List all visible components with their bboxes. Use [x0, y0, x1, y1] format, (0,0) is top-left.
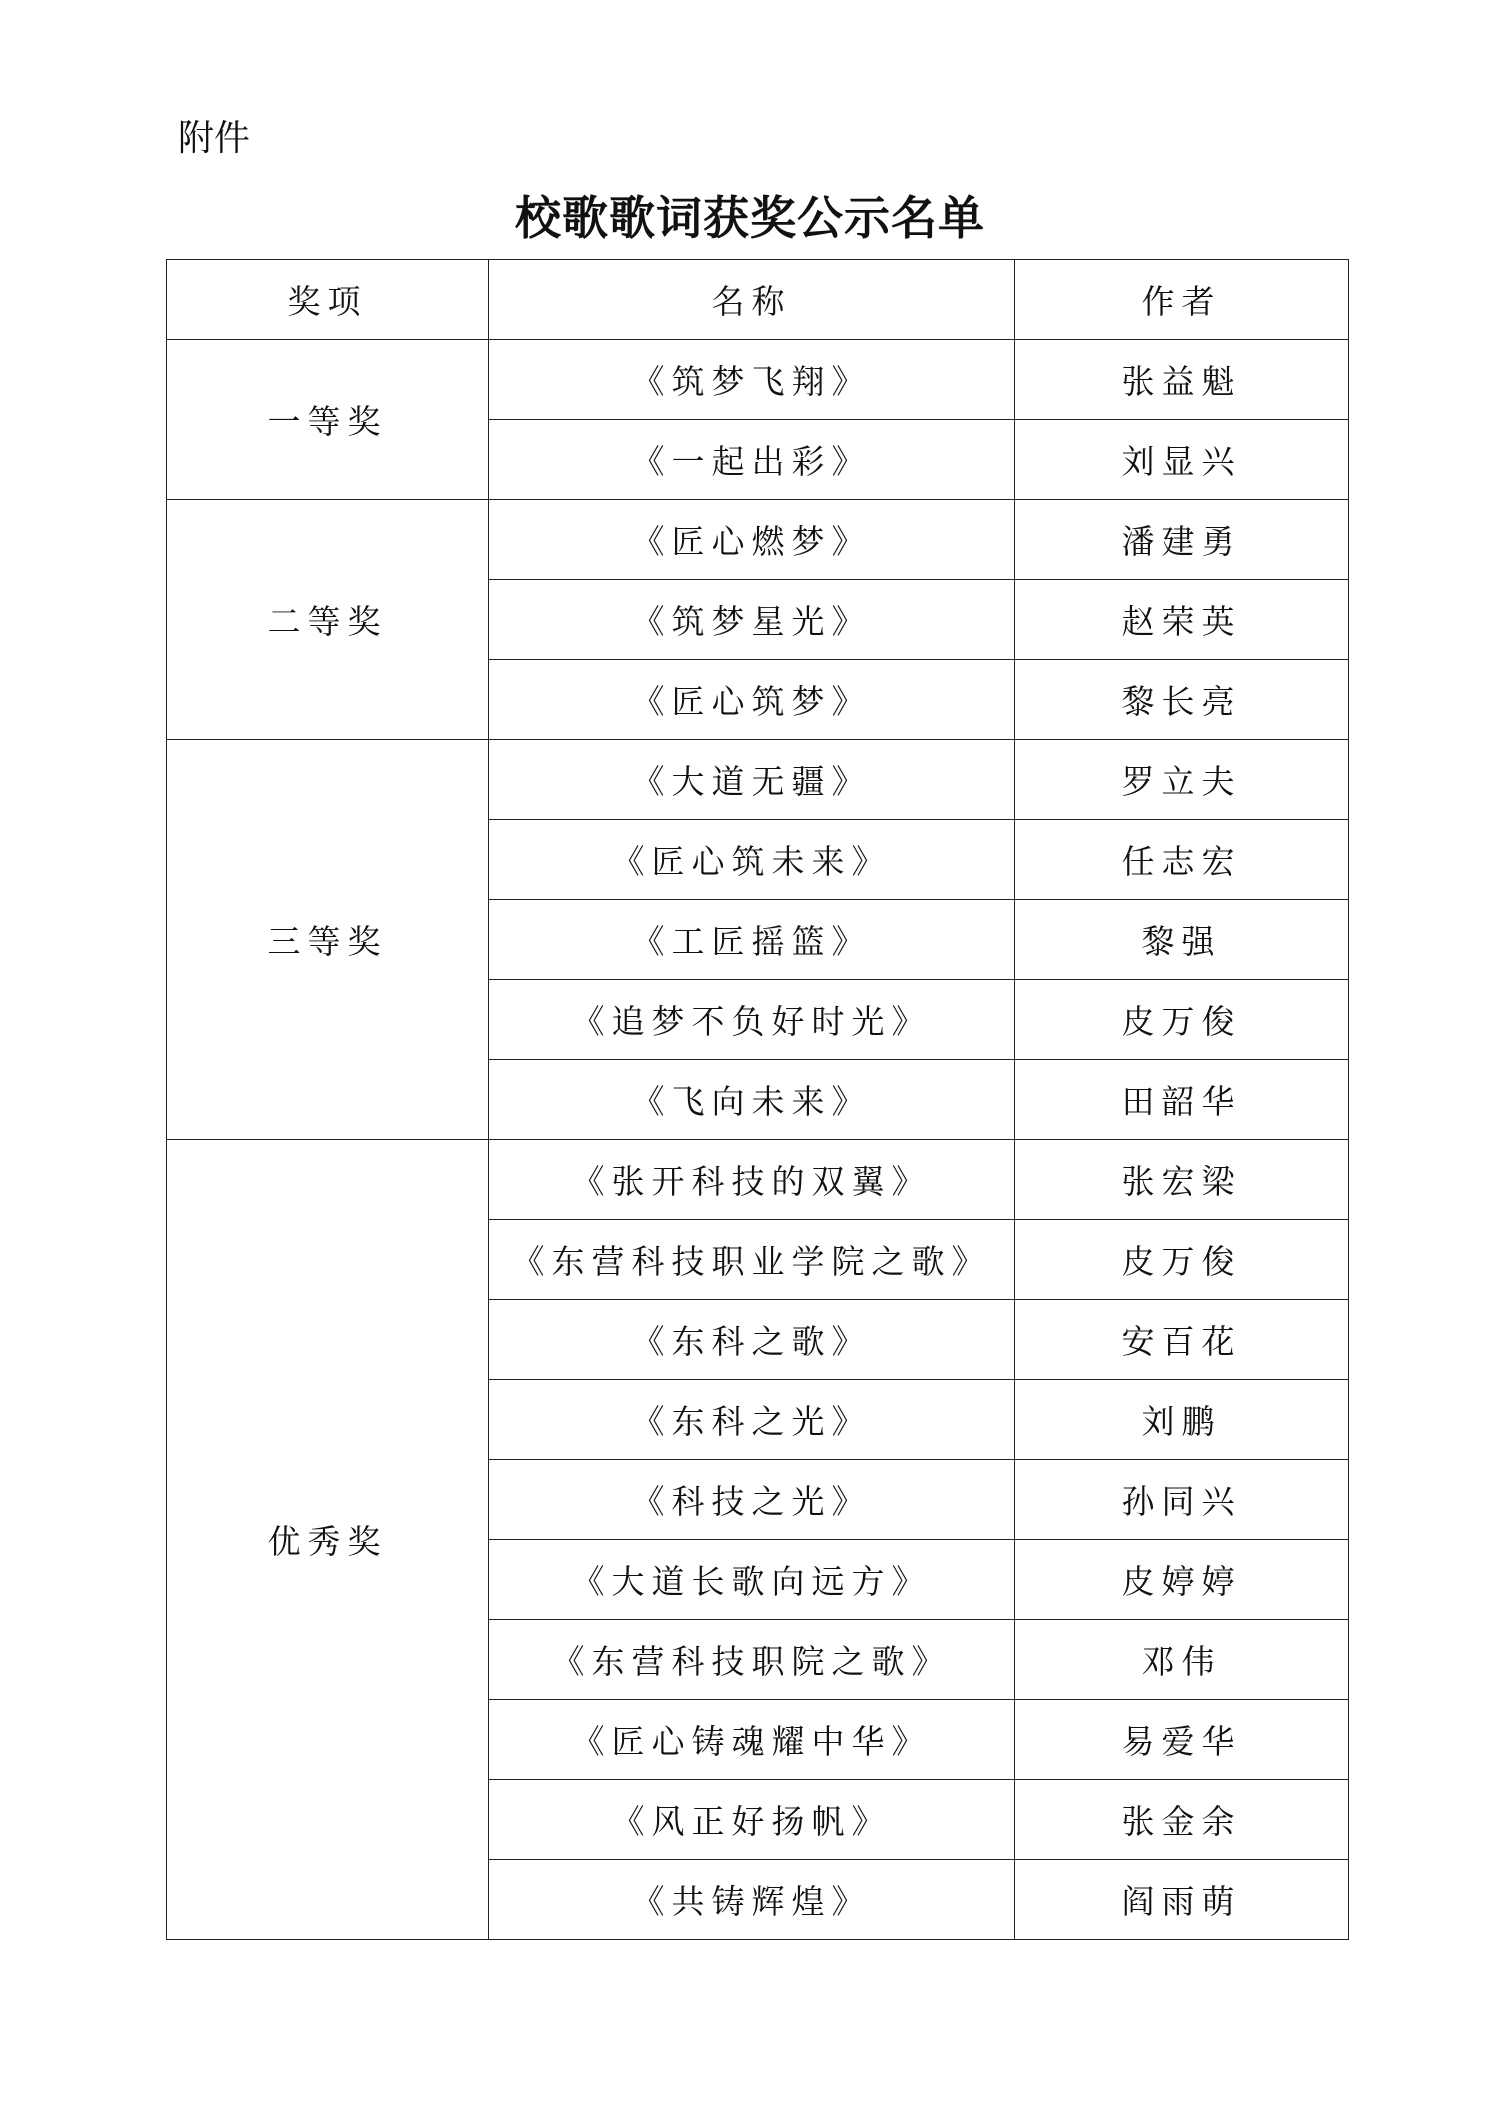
song-name-cell: 《飞向未来》: [489, 1060, 1015, 1140]
author-cell: 赵荣英: [1015, 580, 1349, 660]
award-level-cell: 二等奖: [167, 500, 489, 740]
song-name-cell: 《一起出彩》: [489, 420, 1015, 500]
song-name-cell: 《工匠摇篮》: [489, 900, 1015, 980]
author-cell: 张宏梁: [1015, 1140, 1349, 1220]
song-name-cell: 《匠心燃梦》: [489, 500, 1015, 580]
author-cell: 邓伟: [1015, 1620, 1349, 1700]
table-row: [167, 340, 1349, 420]
song-name-cell: 《筑梦星光》: [489, 580, 1015, 660]
award-level-cell: 三等奖: [167, 740, 489, 1140]
author-cell: 罗立夫: [1015, 740, 1349, 820]
document-title: 校歌歌词获奖公示名单: [515, 191, 985, 245]
song-name-cell: 《匠心铸魂耀中华》: [489, 1700, 1015, 1780]
author-cell: 潘建勇: [1015, 500, 1349, 580]
author-cell: 孙同兴: [1015, 1460, 1349, 1540]
song-name-cell: 《风正好扬帆》: [489, 1780, 1015, 1860]
author-cell: 皮万俊: [1015, 980, 1349, 1060]
song-name-cell: 《追梦不负好时光》: [489, 980, 1015, 1060]
award-level-cell: 一等奖: [167, 340, 489, 500]
song-name-cell: 《张开科技的双翼》: [489, 1140, 1015, 1220]
author-cell: 刘显兴: [1015, 420, 1349, 500]
song-name-cell: 《东营科技职院之歌》: [489, 1620, 1015, 1700]
author-cell: 黎强: [1015, 900, 1349, 980]
author-cell: 安百花: [1015, 1300, 1349, 1380]
author-cell: 易爱华: [1015, 1700, 1349, 1780]
header-name: 名称: [489, 260, 1015, 340]
song-name-cell: 《东营科技职业学院之歌》: [489, 1220, 1015, 1300]
song-name-cell: 《筑梦飞翔》: [489, 340, 1015, 420]
song-name-cell: 《大道无疆》: [489, 740, 1015, 820]
author-cell: 阎雨萌: [1015, 1860, 1349, 1940]
song-name-cell: 《东科之歌》: [489, 1300, 1015, 1380]
awards-table: [166, 259, 1349, 1940]
song-name-cell: 《共铸辉煌》: [489, 1860, 1015, 1940]
song-name-cell: 《匠心筑未来》: [489, 820, 1015, 900]
header-award: 奖项: [167, 260, 489, 340]
author-cell: 任志宏: [1015, 820, 1349, 900]
author-cell: 皮万俊: [1015, 1220, 1349, 1300]
award-level-cell: 优秀奖: [167, 1140, 489, 1940]
author-cell: 皮婷婷: [1015, 1540, 1349, 1620]
author-cell: 黎长亮: [1015, 660, 1349, 740]
attachment-label: 附件: [178, 118, 251, 159]
table-header-row: [167, 260, 1349, 340]
table-row: [167, 740, 1349, 820]
table-row: [167, 500, 1349, 580]
song-name-cell: 《匠心筑梦》: [489, 660, 1015, 740]
table-row: [167, 1140, 1349, 1220]
song-name-cell: 《科技之光》: [489, 1460, 1015, 1540]
author-cell: 张益魁: [1015, 340, 1349, 420]
author-cell: 田韶华: [1015, 1060, 1349, 1140]
author-cell: 刘鹏: [1015, 1380, 1349, 1460]
song-name-cell: 《大道长歌向远方》: [489, 1540, 1015, 1620]
header-author: 作者: [1015, 260, 1349, 340]
song-name-cell: 《东科之光》: [489, 1380, 1015, 1460]
author-cell: 张金余: [1015, 1780, 1349, 1860]
table-body: [167, 340, 1349, 1940]
